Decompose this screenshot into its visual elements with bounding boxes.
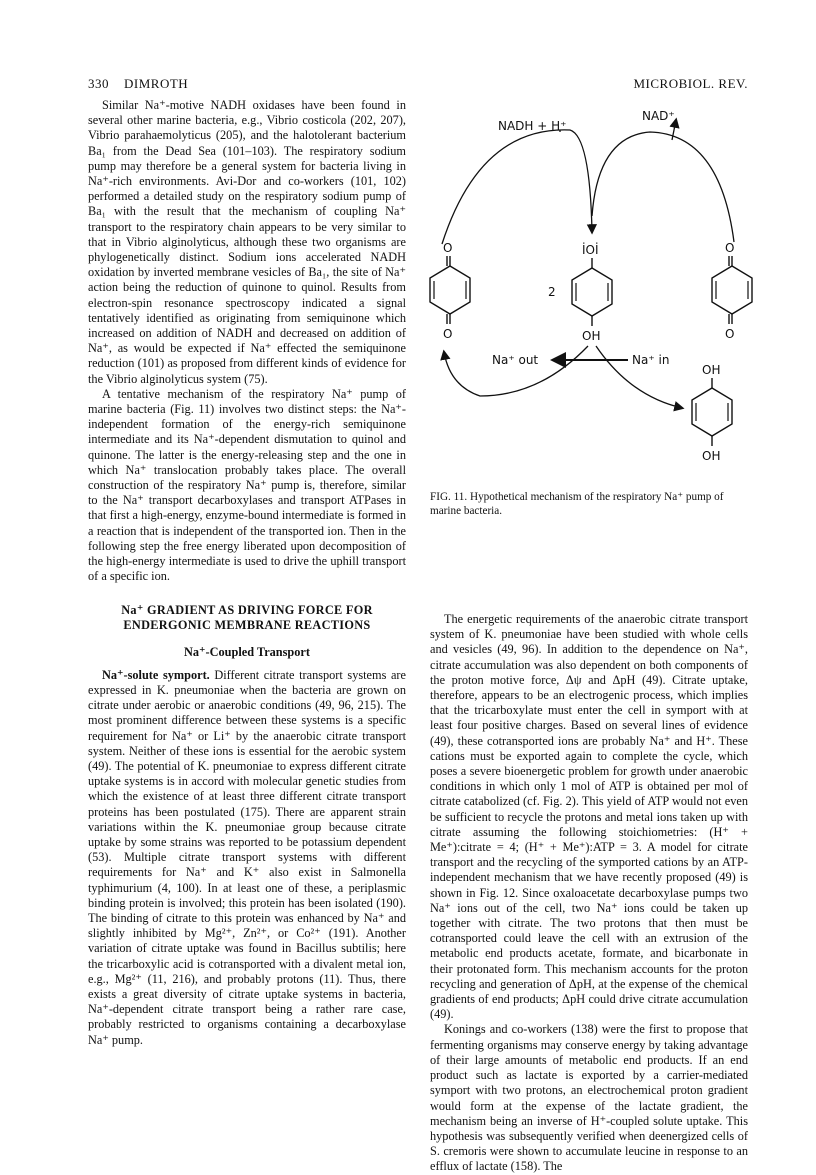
- paragraph: [88, 668, 406, 1048]
- quinol: [692, 363, 732, 463]
- section-heading-line-2: ENDERGONIC MEMBRANE REACTIONS: [123, 617, 371, 632]
- paragraph: Konings and co-workers (138) were the first to propose that fermenting organisms may conserve energy by taking advantage of their large amounts of metabolic end products. If an end product such as lactate is exported by a carrier-mediated symport with two protons, an electrochemical proton gradient would form at the expense of the lactate gradient, the mechanism being an inverse of H⁺-coupled solute uptake. This hypothesis was subsequently verified when deenergized cells of S. cremoris were shown to accumulate leucine in response to an efflux of lactate (158). The: [430, 1022, 748, 1174]
- o-atom: O: [725, 241, 735, 255]
- quinone-left: [430, 241, 470, 341]
- o-atom: O: [443, 241, 453, 255]
- oh-group: OH: [702, 449, 721, 463]
- page-number: 330: [88, 76, 109, 91]
- runin-heading: Na⁺-solute symport.: [102, 667, 210, 682]
- right-column: [430, 612, 748, 1175]
- paragraph: Similar Na⁺-motive NADH oxidases have been found in several other marine bacteria, e.g., Vibrio costicola (202, 207), Vibrio parahaemolyticus (205), and the halotolerant bacterium Ba₁ from the Dead Sea (101–103). The respiratory sodium pump may therefore be a general system for bacteria living in Na⁺-rich environments. Avi-Dor and co-workers (101, 102) performed a detailed study on the respiratory sodium pump of Ba₁ with the result that the mechanism of coupling Na⁺ transport to the respiratory chain appears to be very similar to that in Vibrio alginolyticus, although these two organisms are phylogenetically distinct. Sodium ions accelerated NADH oxidation by inverted membrane vesicles of Ba₁, the site of Na⁺ action being the reduction of quinone to quinol. Results from electron-spin resonance spectroscopy indicated a signal tentatively identified as originating from semiquinone which increased on addition of NADH and decreased on addition of Na⁺, as would be expected if Na⁺ effected the semiquinone reduction (101) as proposed from different kinds of evidence for the Vibrio alginolyticus system (75).: [88, 98, 406, 386]
- nad-label: NAD⁺: [642, 109, 675, 123]
- quinone-right: [712, 241, 752, 341]
- running-journal: MICROBIOL. REV.: [633, 76, 748, 91]
- paragraph: A tentative mechanism of the respiratory Na⁺ pump of marine bacteria (Fig. 11) involves two distinct steps: the Na⁺-independent formation of the energy-rich semiquinone intermediate and its Na⁺-dependent dismutation to quinol and quinone. The latter is the energy-releasing step and the one in which Na⁺ translocation probably takes place. The overall construction of the respiratory Na⁺ pump is, therefore, similar to the Na⁺ transport decarboxylases and transport ATPases in that first a high-energy, enzyme-bound intermediate is formed in a reaction that is independent of the transported ion. Then in the following step the free energy liberated upon decomposition of the high-energy intermediate is used to drive the uphill transport of a specific ion.: [88, 386, 406, 584]
- arc-right-top: [592, 132, 734, 242]
- oh-group: OH: [702, 363, 721, 377]
- o-atom: O: [443, 327, 453, 341]
- running-header: [88, 76, 748, 96]
- running-author: DIMROTH: [124, 76, 189, 91]
- figure-caption: FIG. 11. Hypothetical mechanism of the respiratory Na⁺ pump of marine bacteria.: [430, 491, 724, 517]
- oh-group: OH: [582, 329, 601, 343]
- paragraph-text: Different citrate transport systems are expressed in K. pneumoniae when the bacteria are grown on citrate under aerobic or anaerobic conditions (49, 96, 215). The most prominent difference between these systems is a specific requirement for Na⁺ or Li⁺ by the anaerobic citrate transport system. Neither of these ions is essential for the aerobic system (49). The potential of K. pneumoniae to express different citrate uptake systems is in accord with molecular genetic studies from which the existence of at least three different citrate transport proteins has been postulated (175). There are apparent strain variations within the K. pneumoniae group because citrate uptake by some strains was reported to be potassium dependent (53). Multiple citrate transport systems with different requirements for Na⁺ and K⁺ also exist in Salmonella typhimurium (4, 100). In at least one of these, a periplasmic binding protein is involved; this protein has been isolated (190). The binding of citrate to this protein was enhanced by Na⁺ and slightly inhibited by Mg²⁺, Zn²⁺, or Co²⁺ (191). Another variation of citrate uptake was found in Bacillus subtilis; here the tricarboxylic acid is cotransported with a divalent metal ion, e.g., Mg²⁺ (11, 216), and probably protons (11). Thus, there exists a great diversity of citrate uptake systems in bacteria, Na⁺-dependent citrate transport being a rather rare case, probably restricted to organisms containing a decarboxylase Na⁺ pump.: [88, 667, 406, 1047]
- section-heading: [88, 603, 406, 633]
- subsection-heading: Na⁺-Coupled Transport: [184, 644, 310, 659]
- o-atom: O: [725, 327, 735, 341]
- na-in-label: Na⁺ in: [632, 353, 670, 367]
- section-heading-line-1: Na⁺ GRADIENT AS DRIVING FORCE FOR: [121, 602, 373, 617]
- arc-left-top: [442, 130, 592, 244]
- na-out-label: Na⁺ out: [492, 353, 539, 367]
- nadh-label: NADH + H⁺: [498, 119, 567, 133]
- figure-11-diagram: [420, 96, 760, 480]
- paragraph: The energetic requirements of the anaerobic citrate transport system of K. pneumoniae have been studied with whole cells and vesicles (49, 96). In addition to the dependence on Na⁺, citrate accumulation was also dependent on both components of the proton motive force, Δψ and ΔpH (49). Citrate uptake, therefore, appears to be an electrogenic process, which implies that the tricarboxylate must enter the cell in symport with at least four positive charges. Based on several lines of evidence (49), these cotransported ions are probably Na⁺ and H⁺. These cations must be exported again to complete the cycle, which poses a severe bioenergetic problem for growth under anaerobic conditions in which only 1 mol of ATP is obtained per mol of citrate catabolized (cf. Fig. 2). This yield of ATP would not even be sufficient to recycle the protons and metal ions taken up with citrate assuming the following stoichiometries: (H⁺ + Me⁺):citrate = 4; (H⁺ + Me⁺):ATP = 3. A model for citrate transport and the recycling of the symported cations by an ATP-independent mechanism that we have recently proposed (49) is shown in Fig. 12. Since oxaloacetate decarboxylase pumps two Na⁺ ions out of the cell, two Na⁺ ions could be taken up together with citrate. The two protons that then must be cotransported could leave the cell with an extrusion of the metabolic end products acetate, formate, and bicarbonate in their protonated form. This mechanism accounts for the proton recycling and generation of ΔpH, at the expense of the chemical gradients of end products; ΔpH could drive citrate accumulation (49).: [430, 612, 748, 1022]
- semiquinone-oxygen: İOİ: [582, 243, 599, 257]
- stoichiometric-coefficient: 2: [548, 285, 556, 299]
- left-column: [88, 98, 406, 1048]
- semiquinone-center: [548, 242, 612, 343]
